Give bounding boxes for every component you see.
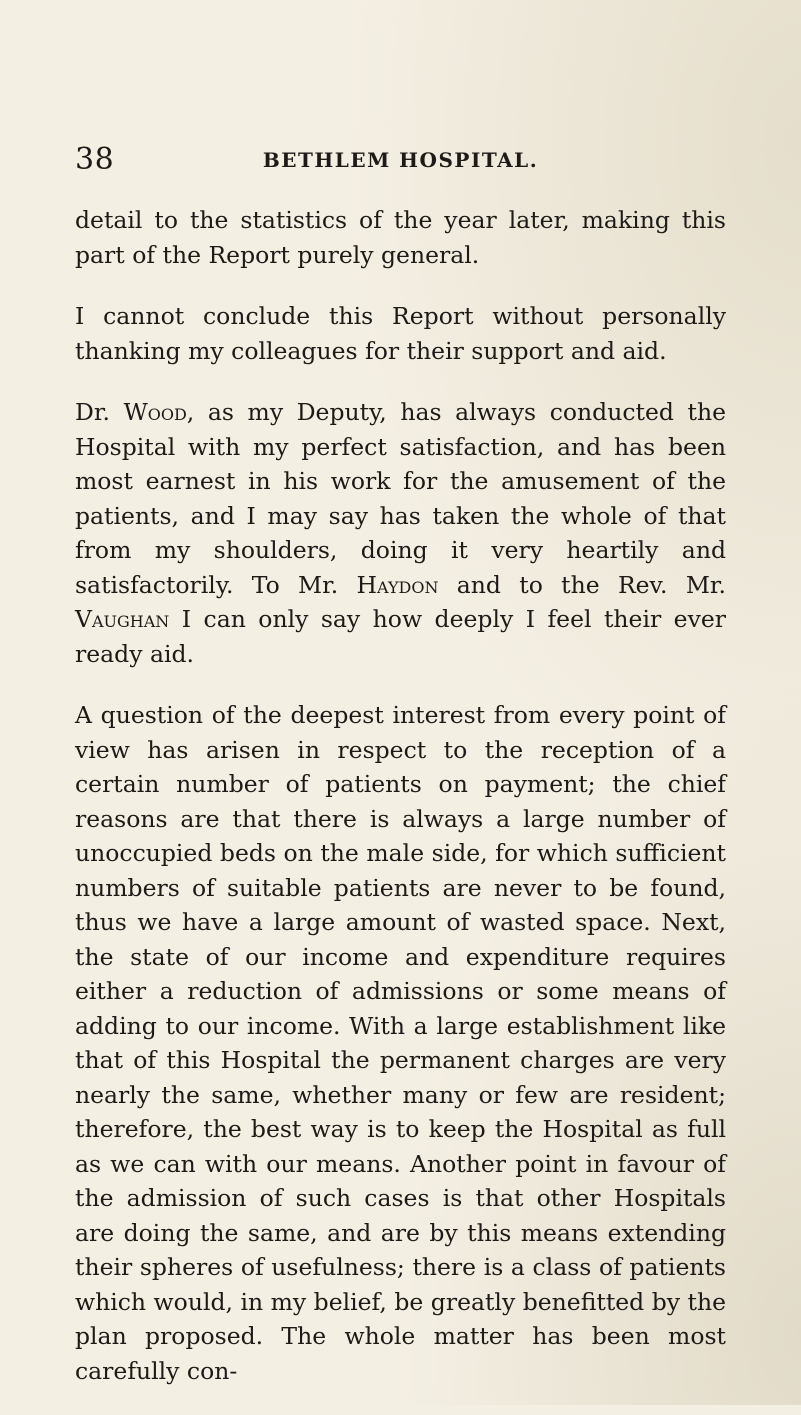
paragraph-1: detail to the statistics of the year later, making this part of the Report purely general. (75, 206, 726, 269)
paragraph-3-part-1: Dr. (75, 398, 124, 426)
body-text (75, 203, 726, 1415)
name-haydon: Haydon (356, 570, 439, 599)
paragraph-3-part-2: , as my Deputy, has always conducted the Hospital with my perfect satisfaction, and has been most earnest in his work for the amusement of the patients, and I may say has taken the whole of that from my shoulders, doing it very heartily and satisfactorily. To Mr. (75, 398, 726, 599)
running-head: BETHLEM HOSPITAL. (262, 148, 539, 172)
page-number: 38 (75, 142, 115, 177)
paragraph-3 (75, 395, 726, 671)
name-vaughan: Vaughan (75, 605, 170, 633)
name-wood: Wood (123, 398, 187, 426)
paragraph-2: I cannot conclude this Report without personally thanking my colleagues for their support and aid. (75, 302, 726, 365)
paragraph-3-part-3: and to the Rev. Mr. (438, 570, 726, 599)
paragraph-4: A question of the deepest interest from every point of view has arisen in respect to the reception of a certain number of patients on payment; the chief reasons are that there is always a large number of unoccupied beds on the male side, for which sufficient numbers of suitable patients are never to be found, thus we have a large amount of wasted space. Next, the state of our income and expenditure requires either a reduction of admissions or some means of adding to our income. With a large establishment like that of this Hospital the permanent charges are very nearly the same, whether many or few are resident; therefore, the best way is to keep the Hospital as full as we can with our means. Another point in favour of the admission of such cases is that other Hospitals are doing the same, and are by this means extending their spheres of usefulness; there is a class of patients which would, in my belief, be greatly benefitted by the plan proposed. The whole matter has been most carefully con- (75, 701, 726, 1385)
page-header (75, 140, 726, 180)
paragraph-3-part-4: I can only say how deeply I feel their ever ready aid. (75, 605, 726, 668)
